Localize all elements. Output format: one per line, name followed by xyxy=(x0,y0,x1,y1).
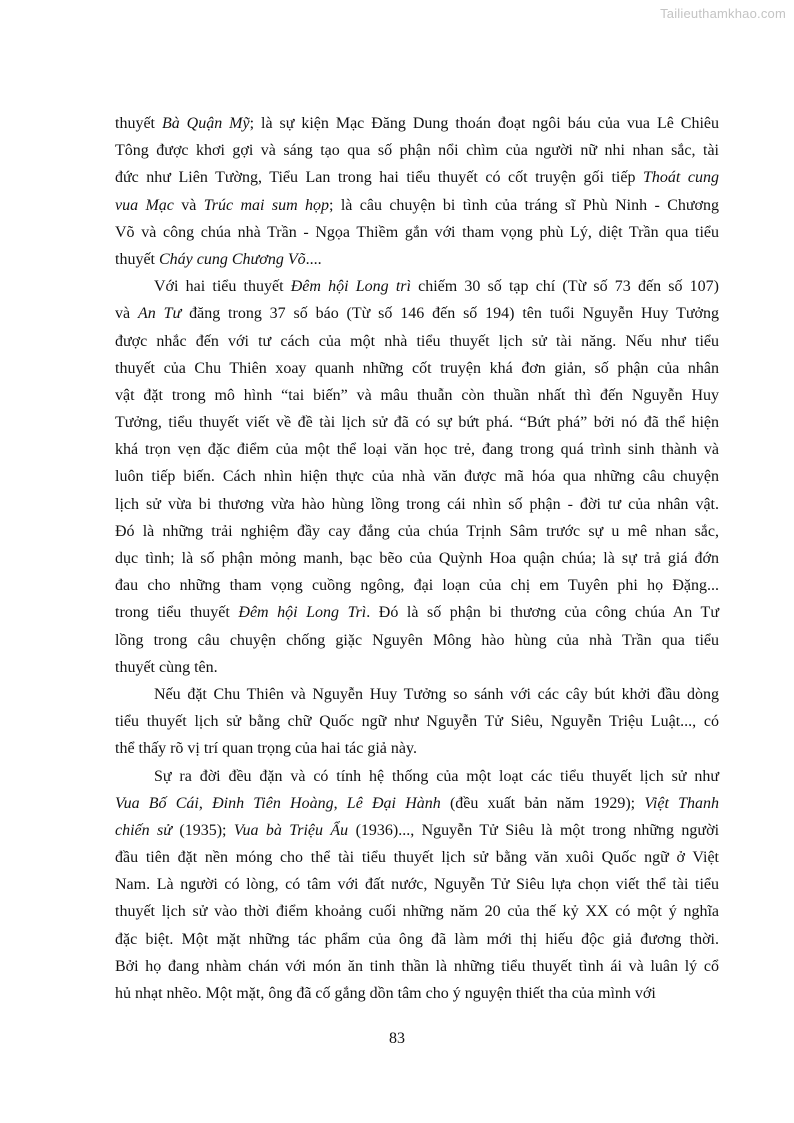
text-line xyxy=(115,545,719,572)
italic-title: Đinh Tiên Hoàng xyxy=(212,794,334,812)
text-run: đầu tiên đặt nền móng cho thể tài tiểu thuyết lịch sử bằng văn xuôi Quốc ngữ ở Việt xyxy=(115,849,719,867)
text-line xyxy=(115,164,719,191)
text-run: Đó là những trải nghiệm đầy cay đắng của chúa Trịnh Sâm trước sự u mê nhan sắc, xyxy=(115,522,719,540)
italic-title: Thoát cung xyxy=(643,169,719,187)
text-line xyxy=(115,708,719,735)
text-line xyxy=(115,409,719,436)
text-line xyxy=(115,572,719,599)
text-run: , xyxy=(198,794,213,812)
text-line xyxy=(115,491,719,518)
text-run: đăng trong 37 số báo (Từ số 146 đến số 194) tên tuổi Nguyễn Huy Tưởng xyxy=(181,305,720,323)
text-run: luôn tiếp biến. Cách nhìn hiện thực của nhà văn được mã hóa qua những câu chuyện xyxy=(115,468,719,486)
text-run: thuyết cùng tên. xyxy=(115,658,218,676)
text-line xyxy=(115,599,719,626)
italic-title: Đêm hội Long Trì xyxy=(238,604,367,622)
text-run: .... xyxy=(305,250,322,268)
italic-title: Vua Bố Cái xyxy=(115,794,199,812)
text-line xyxy=(115,926,719,953)
text-run: thuyết xyxy=(115,250,159,268)
italic-title: Vua bà Triệu Ẩu xyxy=(233,821,349,839)
italic-title: An Tư xyxy=(137,305,182,323)
text-line xyxy=(115,273,719,300)
italic-title: Đêm hội Long trì xyxy=(290,278,411,296)
text-run: ; là sự kiện Mạc Đăng Dung thoán đoạt ngôi báu của vua Lê Chiêu xyxy=(249,115,719,132)
text-run: hủ nhạt nhẽo. Một mặt, ông đã cố gắng dồn tâm cho ý nguyện thiết tha của mình với xyxy=(115,985,656,1002)
text-run: trong tiểu thuyết xyxy=(115,604,239,622)
text-line xyxy=(115,627,719,654)
text-run: (đều xuất bản năm 1929); xyxy=(440,794,645,812)
italic-title: Cháy cung Chương Võ xyxy=(159,250,306,268)
text-run: chiếm 30 số tạp chí (Từ số 73 đến số 107) xyxy=(410,278,719,296)
text-run: và xyxy=(115,305,138,323)
text-line xyxy=(115,980,719,1007)
text-line xyxy=(115,518,719,545)
italic-title: Trúc mai sum họp xyxy=(203,196,330,214)
italic-title: chiến sử xyxy=(115,821,172,839)
text-run: Tưởng, tiểu thuyết viết về đề tài lịch sử đã có sự bứt phá. “Bứt phá” bởi nó đã thể hiện xyxy=(115,414,719,432)
text-run: thể thấy rõ vị trí quan trọng của hai tác giả này. xyxy=(115,740,417,758)
text-run: thuyết lịch sử vào thời điểm khoảng cuối những năm 20 của thế kỷ XX có một ý nghĩa xyxy=(115,903,719,921)
text-run: khá trọn vẹn đặc điểm của một thể loại văn học trẻ, đang trong quá trình sinh thành và xyxy=(115,441,719,459)
page-number: 83 xyxy=(389,1030,405,1047)
text-line xyxy=(115,192,719,219)
text-line xyxy=(115,436,719,463)
text-line xyxy=(115,328,719,355)
text-run: ; là câu chuyện bi tình của tráng sĩ Phù Ninh - Chương xyxy=(329,196,720,214)
text-run: được nhắc đến với tư cách của một nhà tiểu thuyết lịch sử tài năng. Nếu như tiểu xyxy=(115,332,719,350)
text-line xyxy=(115,110,719,137)
text-line xyxy=(115,382,719,409)
text-line xyxy=(115,817,719,844)
text-line xyxy=(115,763,719,790)
text-run: tiểu thuyết lịch sử bằng chữ Quốc ngữ như Nguyễn Tử Siêu, Nguyễn Triệu Luật..., có xyxy=(115,713,719,731)
text-line xyxy=(115,871,719,898)
italic-title: Bà Quận Mỹ xyxy=(161,115,250,132)
text-run: và xyxy=(173,196,204,214)
text-line xyxy=(115,735,719,762)
text-run: Sự ra đời đều đặn và có tính hệ thống của một loạt các tiểu thuyết lịch sử như xyxy=(154,767,719,785)
text-run: Tông được khơi gợi và sáng tạo qua số phận nổi chìm của người nữ nhi nhan sắc, tài xyxy=(115,142,719,160)
italic-title: Lê Đại Hành xyxy=(346,794,441,812)
text-run: lồng trong câu chuyện chống giặc Nguyên Mông hào hùng của nhà Trần qua tiểu xyxy=(115,631,719,649)
watermark-text: Tailieuthamkhao.com xyxy=(660,6,786,21)
text-line xyxy=(115,953,719,980)
text-line xyxy=(115,300,719,327)
text-line xyxy=(115,355,719,382)
text-line xyxy=(115,137,719,164)
text-line xyxy=(115,654,719,681)
text-run: Nếu đặt Chu Thiên và Nguyễn Huy Tưởng so sánh với các cây bút khởi đầu dòng xyxy=(154,685,719,703)
text-run: Võ và công chúa nhà Trần - Ngọa Thiềm gắn với tham vọng phù Lý, diệt Trần qua tiểu xyxy=(115,223,719,241)
text-run: Bởi họ đang nhàm chán với món ăn tinh thần là những tiểu thuyết tình ái và luân lý cổ xyxy=(115,957,719,975)
text-line xyxy=(115,681,719,708)
text-run: vật đặt trong mô hình “tai biến” và mâu thuẫn còn thuần nhất thì đến Nguyễn Huy xyxy=(115,386,719,404)
text-run: đức như Liên Tường, Tiểu Lan trong hai tiểu thuyết có cốt truyện gối tiếp xyxy=(115,169,644,187)
text-run: dục tình; là số phận mỏng manh, bạc bẽo của Quỳnh Hoa quận chúa; là sự trả giá đớn xyxy=(115,550,719,567)
text-run: Với hai tiểu thuyết xyxy=(154,278,291,296)
text-run: thuyết của Chu Thiên xoay quanh những cốt truyện khá đơn giản, số phận của nhân xyxy=(115,359,719,377)
text-line xyxy=(115,844,719,871)
document-body xyxy=(115,110,719,1007)
text-line xyxy=(115,463,719,490)
text-line xyxy=(115,219,719,246)
text-run: đặc biệt. Một mặt những tác phẩm của ông đã làm mới thị hiếu độc giả đương thời. xyxy=(115,930,719,948)
text-run: , xyxy=(333,794,347,812)
text-run: đau cho những tham vọng cuồng ngông, đại loạn của chị em Tuyên phi họ Đặng... xyxy=(115,577,719,595)
italic-title: Việt Thanh xyxy=(644,794,720,812)
italic-title: vua Mạc xyxy=(115,196,174,214)
text-run: lịch sử vừa bi thương vừa hào hùng lồng trong cái nhìn số phận - đời tư của nhân vật. xyxy=(115,495,719,513)
text-line xyxy=(115,898,719,925)
text-run: (1936)..., Nguyễn Tử Siêu là một trong những người xyxy=(348,821,720,839)
text-line xyxy=(115,246,719,273)
text-run: (1935); xyxy=(172,821,234,839)
text-run: . Đó là số phận bi thương của công chúa An Tư xyxy=(366,604,719,622)
text-run: thuyết xyxy=(115,115,162,132)
text-run: Nam. Là người có lòng, có tâm với đất nước, Nguyễn Tử Siêu lựa chọn viết thể tài tiểu xyxy=(115,876,719,894)
text-line xyxy=(115,790,719,817)
